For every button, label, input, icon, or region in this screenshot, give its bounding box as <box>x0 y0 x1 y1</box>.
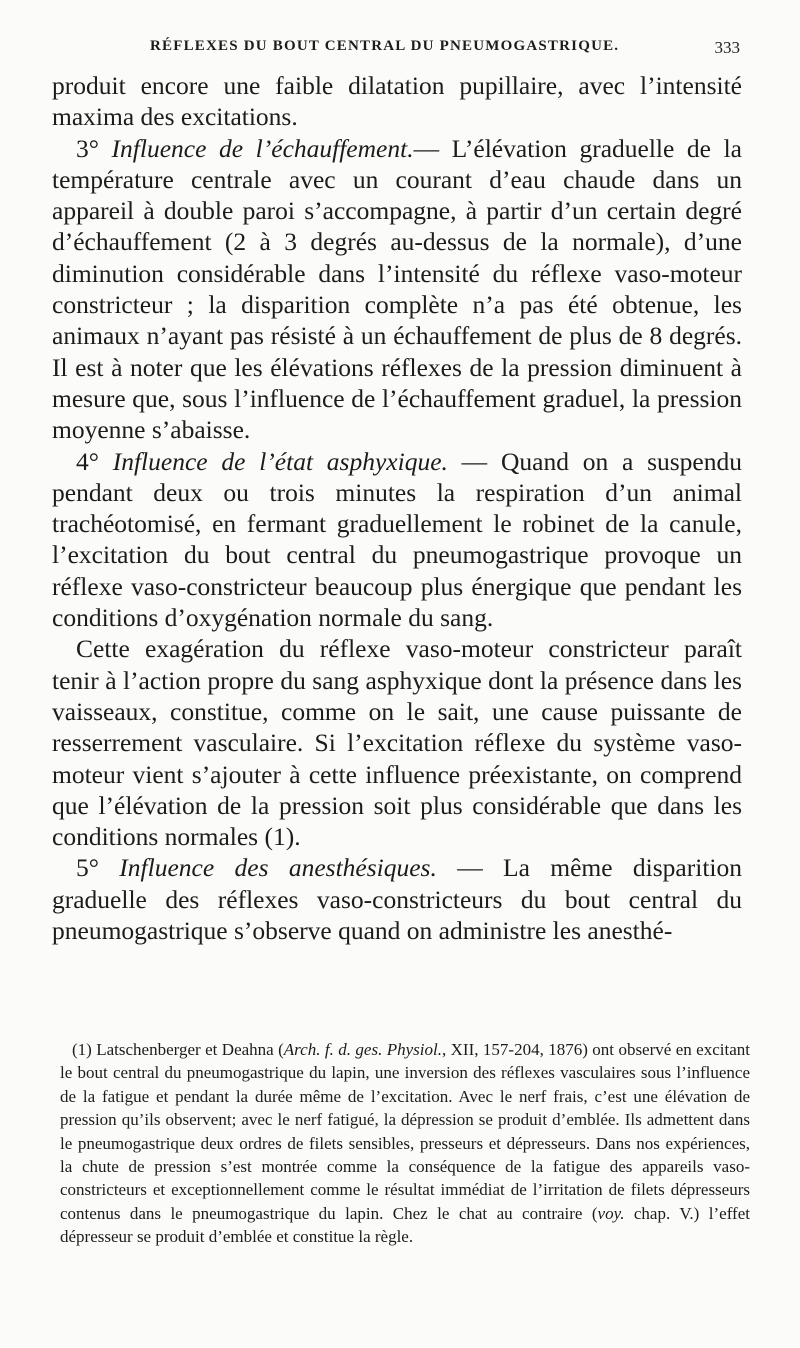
paragraph-text: — L’élévation graduelle de la température centrale avec un courant d’eau chaude dans un appareil à double paroi s’accompagne, à partir d’un certain degré d’échauffement (2 à 3 degrés au-dessus de la normale), d’une diminution considérable dans l’intensité du réflexe vaso-moteur constricteur ; la disparition complète n’a pas été obtenue, les animaux n’ayant pas résisté à un échauffement de plus de 8 degrés. Il est à noter que les élévations réflexes de la pression diminuent à mesure que, sous l’influence de l’échauffement graduel, la pression moyenne s’abaisse. <box>52 133 742 445</box>
section-title: Influence de l’état asphyxique. <box>112 446 448 476</box>
section-number: 3° <box>76 133 112 163</box>
footnote-voy: voy. <box>597 1203 625 1223</box>
paragraph-exageration <box>52 633 742 852</box>
paragraph-text: Cette exagération du réflexe vaso-moteur constricteur paraît tenir à l’action propre du sang asphyxique dont la présence dans les vaisseaux, constitue, comme on le sait, une cause puissante de resserrement vasculaire. Si l’excitation réflexe du système vaso-moteur vient s’ajouter à cette influence préexistante, on comprend que l’élévation de la pression soit plus considérable que dans les conditions normales (1). <box>52 634 742 852</box>
footnote-text: , XII, 157-204, 1876) ont observé en excitant le bout central du pneumogastrique du lapin, une inversion des réflexes vasculaires sous l’influence de la fatigue et pendant la durée même de l’excitation. Avec le nerf frais, c’est une élévation de pression qu’ils observent; avec le nerf fatigué, la dépression se produit d’emblée. Ils admettent dans le pneumogastrique deux ordres de filets sensibles, presseurs et dépresseurs. Dans nos expériences, la chute de pression s’est montrée comme la conséquence de la fatigue des appareils vaso-constricteurs et exceptionnellement comme le résultat immédiat de l’irritation de filets dépresseurs contenus dans le pneumogastrique du lapin. Chez le chat au contraire ( <box>60 1040 750 1223</box>
footnotes <box>60 1038 750 1249</box>
paragraph-text: produit encore une faible dilatation pupillaire, avec l’intensité maxima des excitations. <box>52 71 742 132</box>
footnote-citation: Arch. f. d. ges. Physiol. <box>283 1040 442 1059</box>
running-title: RÉFLEXES DU BOUT CENTRAL DU PNEUMOGASTRIQUE. <box>150 38 620 54</box>
paragraph-text: — La même disparition graduelle des réflexes vaso-constricteurs du bout central du pneumogastrique s’observe quand on administre les anesthé- <box>52 853 742 946</box>
footnote-1 <box>60 1038 750 1249</box>
paragraph-echauffement <box>52 133 742 446</box>
page-header <box>150 38 740 62</box>
footnote-lead: (1) Latschenberger et Deahna ( <box>72 1040 284 1059</box>
section-title: Influence de l’échauffement. <box>111 133 414 163</box>
paragraph-anesthesiques <box>52 852 742 946</box>
section-title: Influence des anesthésiques. <box>119 853 437 883</box>
paragraph-text: — Quand on a suspendu pendant deux ou trois minutes la respiration d’un animal trachéotomisé, en fermant graduellement le robinet de la canule, l’excitation du bout central du pneumogastrique provoque un réflexe vaso-constricteur beaucoup plus énergique que pendant les conditions d’oxygénation normale du sang. <box>52 446 743 633</box>
section-number: 4° <box>76 446 113 476</box>
paragraph-asphyxie <box>52 446 742 634</box>
main-text <box>52 70 742 946</box>
paragraph-continuation <box>52 70 742 133</box>
page-number: 333 <box>714 38 740 57</box>
footnote-text-end: chap. V.) l’effet dépresseur se produit d’emblée et constitue la règle. <box>60 1203 750 1247</box>
section-number: 5° <box>76 853 120 883</box>
